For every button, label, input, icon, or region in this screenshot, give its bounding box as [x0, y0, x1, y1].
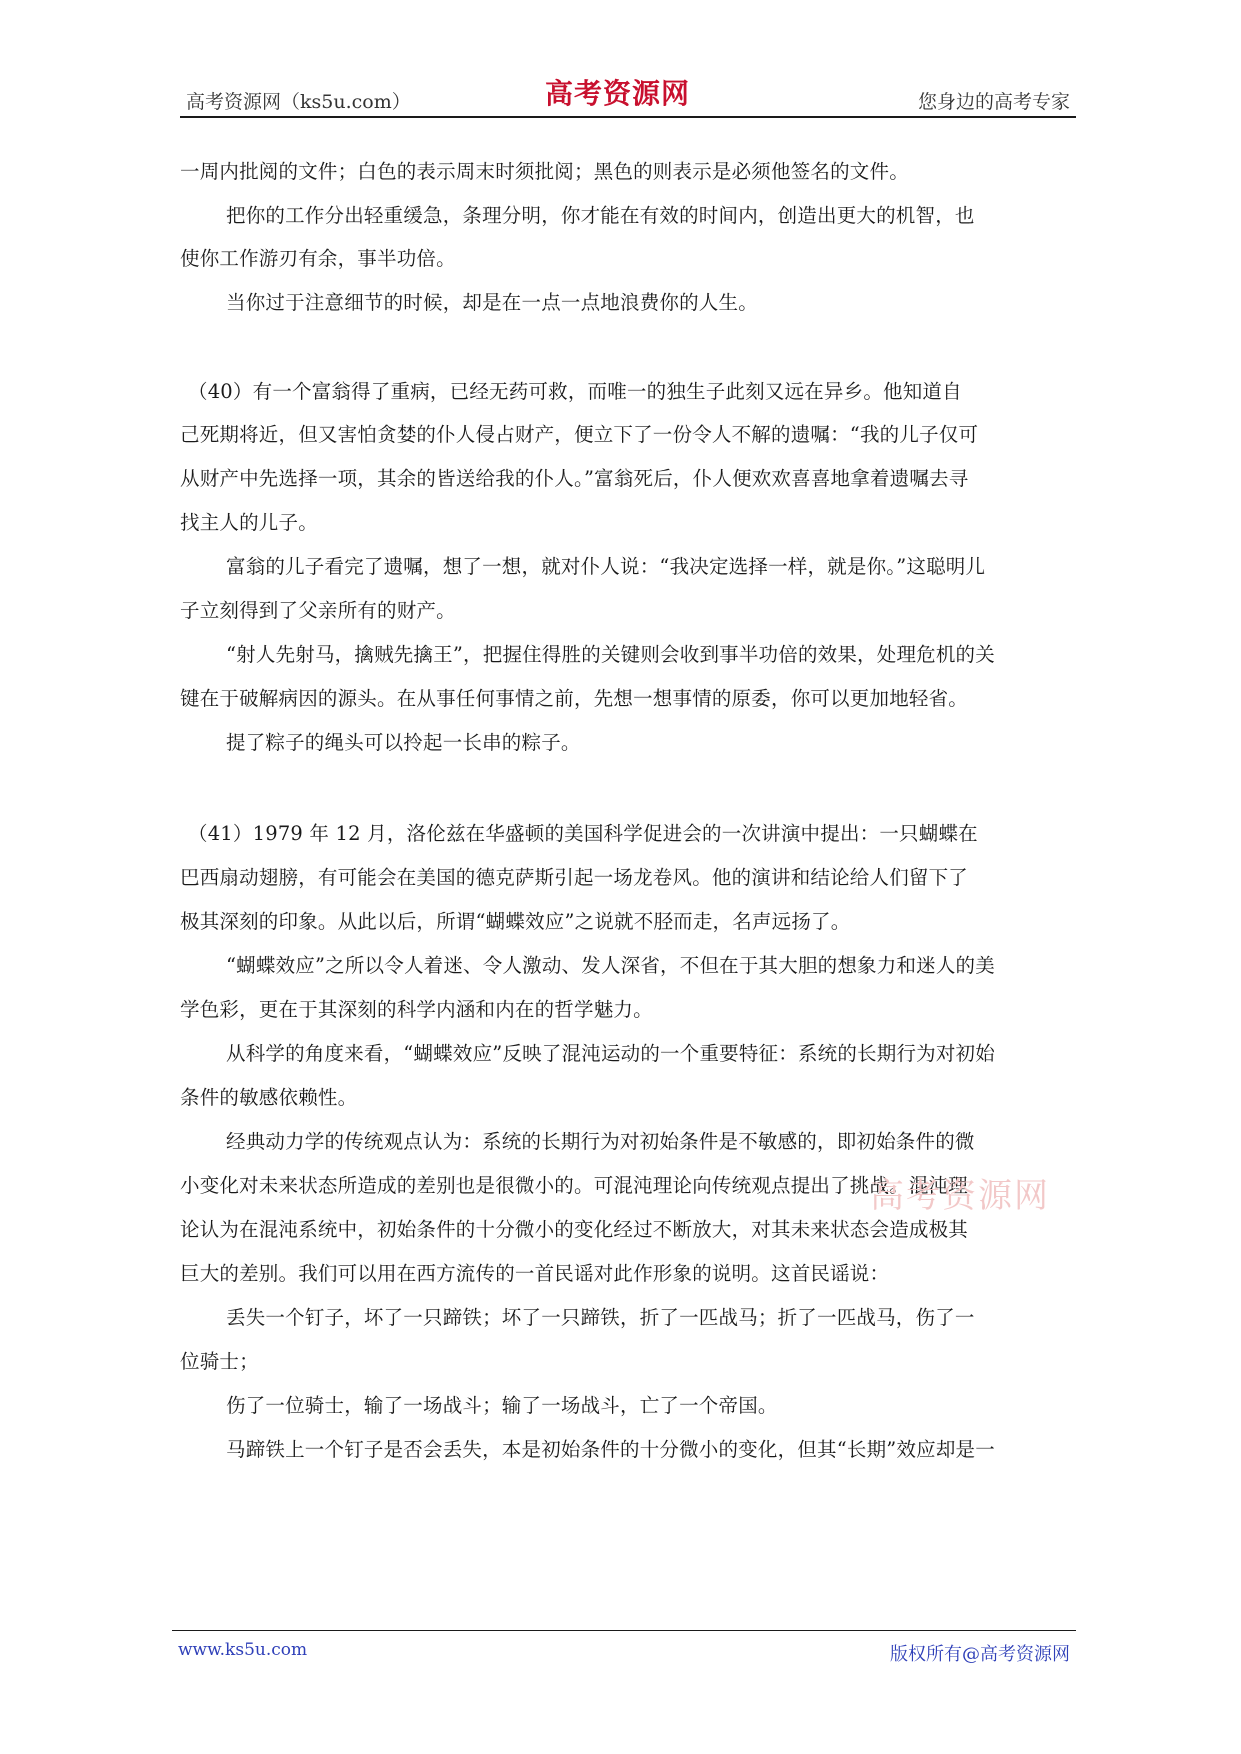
text-line: 丢失一个钉子，坏了一只蹄铁；坏了一只蹄铁，折了一匹战马；折了一匹战马，伤了一: [226, 1306, 975, 1329]
page-footer: [172, 1630, 1076, 1670]
text-line: 把你的工作分出轻重缓急，条理分明，你才能在有效的时间内，创造出更大的机智，也: [226, 204, 975, 227]
text-line: 提了粽子的绳头可以拎起一长串的粽子。: [226, 731, 581, 754]
text-line: 从科学的角度来看，“蝴蝶效应”反映了混沌运动的一个重要特征：系统的长期行为对初始: [226, 1042, 995, 1065]
text-line: （41）1979 年 12 月，洛伦兹在华盛顿的美国科学促进会的一次讲演中提出：一只蝴蝶在: [188, 822, 978, 845]
text-line: “射人先射马，擒贼先擒王”，把握住得胜的关键则会收到事半功倍的效果，处理危机的关: [226, 643, 995, 666]
text-line: 巨大的差别。我们可以用在西方流传的一首民谣对此作形象的说明。这首民谣说：: [180, 1262, 890, 1285]
text-line: 使你工作游刃有余，事半功倍。: [180, 247, 456, 270]
footer-divider: [172, 1630, 1076, 1631]
text-line: 条件的敏感依赖性。: [180, 1086, 358, 1109]
text-line: “蝴蝶效应”之所以令人着迷、令人激动、发人深省，不但在于其大胆的想象力和迷人的美: [226, 954, 995, 977]
header-divider: [180, 116, 1076, 118]
text-line: 己死期将近，但又害怕贪婪的仆人侵占财产，便立下了一份令人不解的遗嘱：“我的儿子仅可: [180, 423, 979, 446]
footer-copyright: 版权所有@高考资源网: [890, 1644, 1070, 1665]
text-line: 马蹄铁上一个钉子是否会丢失，本是初始条件的十分微小的变化，但其“长期”效应却是一: [226, 1438, 995, 1461]
text-line: 小变化对未来状态所造成的差别也是很微小的。可混沌理论向传统观点提出了挑战。混沌理: [180, 1174, 969, 1197]
watermark: 高考资源网: [870, 1176, 1050, 1216]
text-line: 子立刻得到了父亲所有的财产。: [180, 599, 456, 622]
text-line: 学色彩，更在于其深刻的科学内涵和内在的哲学魅力。: [180, 998, 653, 1021]
header-logo: 高考资源网: [545, 77, 691, 110]
footer-url-link[interactable]: www.ks5u.com: [178, 1640, 308, 1660]
text-line: 论认为在混沌系统中，初始条件的十分微小的变化经过不断放大，对其未来状态会造成极其: [180, 1218, 969, 1241]
text-line: 从财产中先选择一项，其余的皆送给我的仆人。”富翁死后，仆人便欢欢喜喜地拿着遗嘱去寻: [180, 467, 969, 490]
text-line: 键在于破解病因的源头。在从事任何事情之前，先想一想事情的原委，你可以更加地轻省。: [180, 687, 969, 710]
text-line: 极其深刻的印象。从此以后，所谓“蝴蝶效应”之说就不胫而走，名声远扬了。: [180, 910, 851, 933]
text-line: 一周内批阅的文件；白色的表示周末时须批阅；黑色的则表示是必须他签名的文件。: [180, 160, 909, 183]
text-line: 位骑士；: [180, 1350, 259, 1373]
text-line: 富翁的儿子看完了遗嘱，想了一想，就对仆人说：“我决定选择一样，就是你。”这聪明儿: [226, 555, 986, 578]
header-slogan: 您身边的高考专家: [917, 91, 1070, 113]
text-line: 巴西扇动翅膀，有可能会在美国的德克萨斯引起一场龙卷风。他的演讲和结论给人们留下了: [180, 866, 969, 889]
header-site-name: 高考资源网（ks5u.com）: [186, 91, 411, 113]
text-line: 经典动力学的传统观点认为：系统的长期行为对初始条件是不敏感的，即初始条件的微: [226, 1130, 975, 1153]
page-header: [180, 77, 1076, 118]
text-line: （40）有一个富翁得了重病，已经无药可救，而唯一的独生子此刻又远在异乡。他知道自: [188, 380, 962, 403]
text-line: 伤了一位骑士，输了一场战斗；输了一场战斗，亡了一个帝国。: [226, 1394, 778, 1417]
text-line: 找主人的儿子。: [180, 511, 318, 534]
text-line: 当你过于注意细节的时候，却是在一点一点地浪费你的人生。: [226, 291, 758, 314]
